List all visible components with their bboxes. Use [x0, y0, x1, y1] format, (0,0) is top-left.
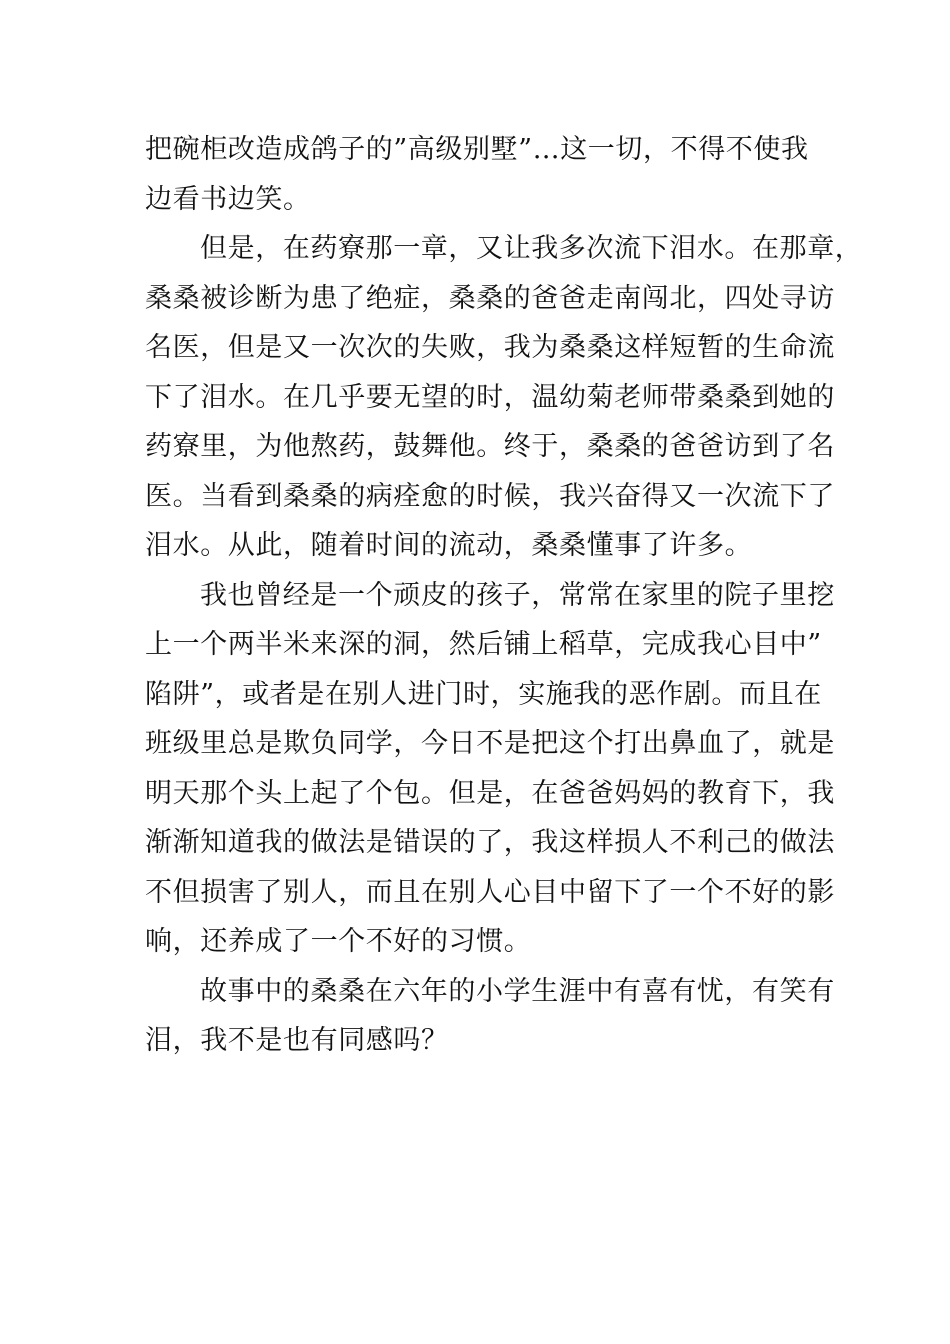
text-line: 药寮里，为他熬药，鼓舞他。终于，桑桑的爸爸访到了名 — [145, 431, 835, 462]
text-line: 班级里总是欺负同学，今日不是把这个打出鼻血了，就是 — [145, 728, 835, 759]
text-line: 故事中的桑桑在六年的小学生涯中有喜有忧，有笑有 — [200, 975, 835, 1007]
paragraph-1 — [145, 125, 820, 224]
text-line: 但是，在药寮那一章，又让我多次流下泪水。在那章， — [200, 233, 863, 264]
text-line: 名医，但是又一次次的失败，我为桑桑这样短暂的生命流 — [145, 332, 835, 363]
paragraph-3 — [145, 571, 835, 967]
document-body — [145, 125, 863, 1066]
paragraph-2 — [145, 224, 863, 571]
text-line: 边看书边笑。 — [145, 183, 311, 215]
text-line: 把碗柜改造成鸽子的”高级别墅”…这一切，不得不使我 — [145, 134, 809, 165]
text-line: 渐渐知道我的做法是错误的了，我这样损人不利己的做法 — [145, 827, 835, 858]
text-line: 医。当看到桑桑的病痊愈的时候，我兴奋得又一次流下了 — [145, 480, 835, 512]
text-line: 陷阱”，或者是在别人进门时，实施我的恶作剧。而且在 — [145, 678, 822, 710]
text-line: 上一个两半米来深的洞，然后铺上稻草，完成我心目中” — [145, 629, 822, 660]
text-line: 泪，我不是也有同感吗？ — [145, 1025, 449, 1056]
text-line: 泪水。从此，随着时间的流动，桑桑懂事了许多。 — [145, 530, 753, 561]
text-line: 下了泪水。在几乎要无望的时，温幼菊老师带桑桑到她的 — [145, 381, 835, 413]
paragraph-4 — [145, 967, 835, 1066]
text-line: 不但损害了别人，而且在别人心目中留下了一个不好的影 — [145, 876, 835, 908]
text-line: 明天那个头上起了个包。但是，在爸爸妈妈的教育下，我 — [145, 777, 835, 809]
text-line: 响，还养成了一个不好的习惯。 — [145, 926, 532, 957]
text-line: 我也曾经是一个顽皮的孩子，常常在家里的院子里挖 — [200, 579, 835, 611]
text-line: 桑桑被诊断为患了绝症，桑桑的爸爸走南闯北，四处寻访 — [145, 282, 835, 314]
